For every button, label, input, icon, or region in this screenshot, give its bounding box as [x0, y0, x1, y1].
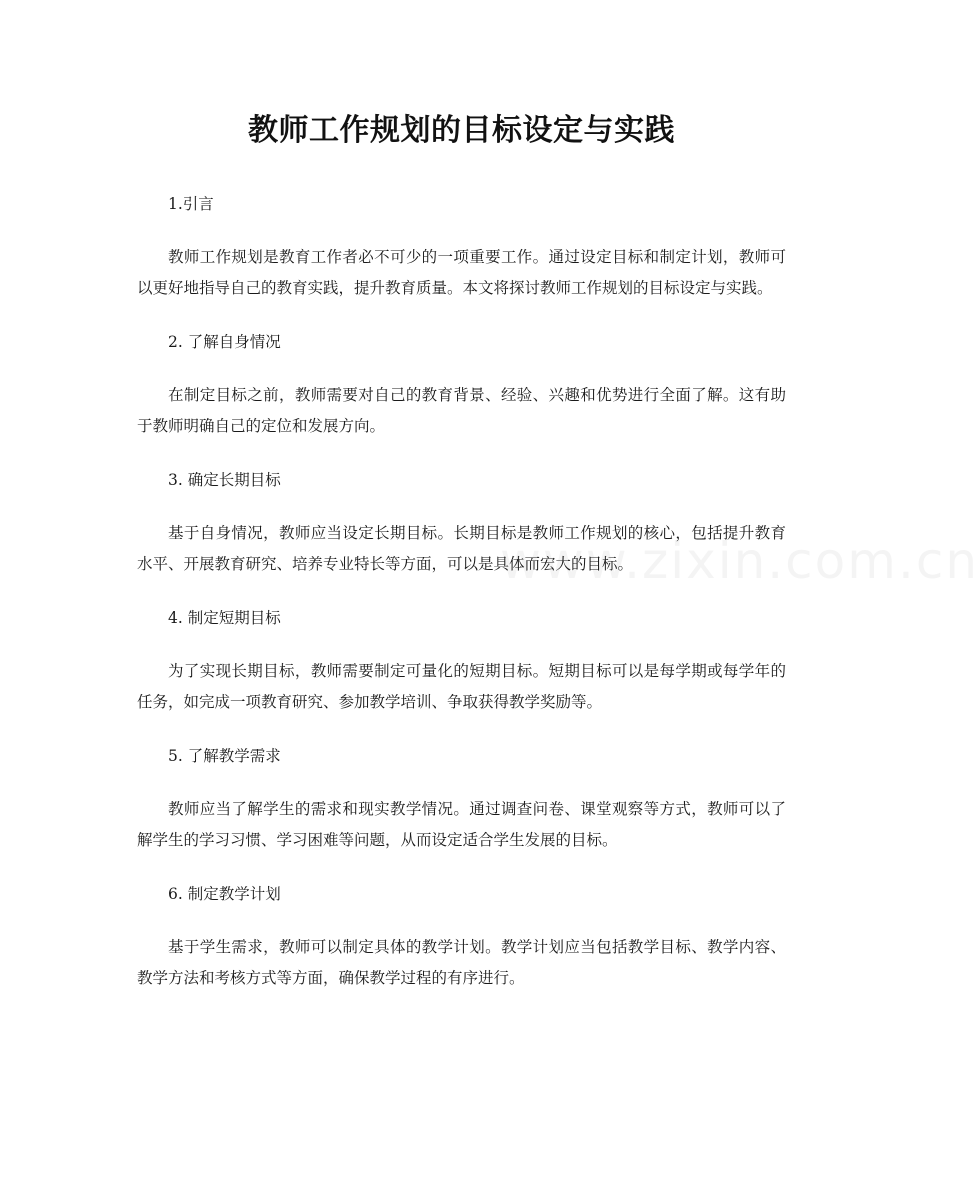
section-paragraph: 为了实现长期目标，教师需要制定可量化的短期目标。短期目标可以是每学期或每学年的任务，如完成一项教育研究、参加教学培训、争取获得教学奖励等。	[137, 662, 786, 711]
section-heading: 5. 了解教学需求	[168, 747, 281, 765]
watermark: www.zixin.com.cn	[500, 532, 979, 590]
section-self-assessment	[137, 327, 786, 465]
section-heading: 3. 确定长期目标	[168, 471, 281, 489]
section-heading: 1.引言	[168, 195, 214, 213]
section-heading: 2. 了解自身情况	[168, 333, 281, 351]
section-long-term-goals	[137, 465, 786, 603]
section-paragraph: 在制定目标之前，教师需要对自己的教育背景、经验、兴趣和优势进行全面了解。这有助于教师明确自己的定位和发展方向。	[137, 386, 786, 435]
section-teaching-needs	[137, 741, 786, 879]
document-title: 教师工作规划的目标设定与实践	[248, 113, 675, 148]
section-heading: 4. 制定短期目标	[168, 609, 281, 627]
section-introduction	[137, 189, 786, 327]
section-paragraph: 教师工作规划是教育工作者必不可少的一项重要工作。通过设定目标和制定计划，教师可以更好地指导自己的教育实践，提升教育质量。本文将探讨教师工作规划的目标设定与实践。	[137, 248, 786, 297]
section-short-term-goals	[137, 603, 786, 741]
document-body	[137, 189, 786, 993]
section-paragraph: 教师应当了解学生的需求和现实教学情况。通过调查问卷、课堂观察等方式，教师可以了解学生的学习习惯、学习困难等问题，从而设定适合学生发展的目标。	[137, 800, 786, 849]
section-teaching-plan	[137, 879, 786, 993]
section-heading: 6. 制定教学计划	[168, 885, 281, 903]
section-paragraph: 基于学生需求，教师可以制定具体的教学计划。教学计划应当包括教学目标、教学内容、教学方法和考核方式等方面，确保教学过程的有序进行。	[137, 938, 786, 987]
section-paragraph: 基于自身情况，教师应当设定长期目标。长期目标是教师工作规划的核心，包括提升教育水平、开展教育研究、培养专业特长等方面，可以是具体而宏大的目标。	[137, 524, 786, 573]
